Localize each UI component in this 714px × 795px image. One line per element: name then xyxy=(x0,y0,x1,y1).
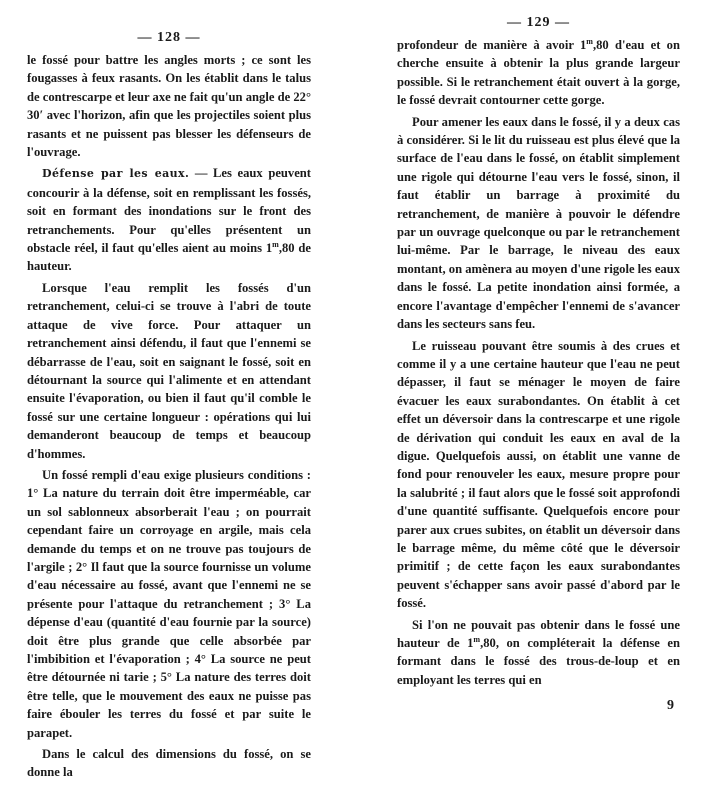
page-body xyxy=(397,36,680,689)
paragraph: le fossé pour battre les angles morts ; ce sont les fougasses à feux rasants. On les établit dans le talus de contrescarpe et leur axe ne fait qu'un angle de 22° 30′ avec l'horizon, afin que les projectiles soient plus rasants et ne puissent pas blesser les défenseurs de l'ouvrage. xyxy=(27,53,311,160)
paragraph: Lorsque l'eau remplit les fossés d'un retranchement, celui-ci se trouve à l'abri de toute attaque de vive force. Pour attaquer un retranchement ainsi défendu, il faut que l'ennemi se débarrasse de l'eau, soit en saignant le fossé, soit en détournant la source qui l'alimente et en attendant ensuite l'évaporation, ou bien il faut qu'il comble le fossé sur une certaine longueur : opérations qui lui demanderont beaucoup de temps et beaucoup d'hommes. xyxy=(27,280,311,461)
paragraph xyxy=(27,164,311,275)
unit-superscript: m xyxy=(586,37,593,46)
paragraph-text: — Les eaux peuvent concourir à la défense, soit en remplissant les fossés, soit en formant des inondations sur le front des retranchements. Pour qu'elles présentent un obstacle réel, il faut qu'elles aient au moins 1$^m$,80 de hauteur. xyxy=(27,166,311,274)
page-number: — 128 — xyxy=(137,30,201,45)
paragraph: Un fossé rempli d'eau exige plusieurs conditions : 1° La nature du terrain doit être imperméable, car un sol sablonneux absorberait l'eau ; on pourrait cependant faire un corroyage en argile, mais cela demande du temps et on ne trouve pas toujours de l'argile ; 2° Il faut que la source fournisse un volume d'eau nécessaire au fossé, avant que l'ennemi ne se présente pour l'attaque du retranchement ; 3° La dépense d'eau (quantité d'eau fournie par la source) doit être plus grande que celle absorbée par l'imbibition et l'évaporation ; 4° La source ne peut être détournée ni tarie ; 5° La nature des terres doit être telle, que le mouvement des eaux ne puisse pas faire ébouler les terres du fossé et par suite le parapet. xyxy=(27,467,311,740)
page-number: — 129 — xyxy=(507,15,570,30)
right-page xyxy=(357,0,714,725)
paragraph: Si l'on ne pouvait pas obtenir dans le fossé une hauteur de 1$^m$,80, on compléterait la défense en formant dans le fossé des trous-de-loup et en employant les terres qui en xyxy=(397,617,680,687)
paragraph: Dans le calcul des dimensions du fossé, on se donne la xyxy=(27,747,311,780)
unit-superscript: m xyxy=(272,240,279,250)
section-heading: Défense par les eaux. xyxy=(42,167,190,181)
unit-superscript: m xyxy=(473,635,481,644)
paragraph: Pour amener les eaux dans le fossé, il y a deux cas à considérer. Si le lit du ruisseau est plus élevé que la surface de l'eau dans le fossé, on établit simplement une rigole qui détourne l'eau vers le fossé, sinon, il faut établir un barrage à proximité du retranchement, de manière à pouvoir le défendre par un ouvrage quelconque ou par le retranchement lui-même. Par le barrage, le niveau des eaux montant, on amènera au moyen d'une rigole les eaux dans le fossé. La petite inondation ainsi formée, a encore l'avantage d'empêcher l'ennemi de s'avancer dans les secteurs sans feu. xyxy=(397,114,681,332)
paragraph: Le ruisseau pouvant être soumis à des crues et comme il y a une certaine hauteur que l'eau ne peut dépasser, il faut se ménager le moyen de faire évacuer les eaux surabondantes. On établit à cet effet un déversoir dans la contrescarpe et une rigole de dérivation qui conduit les eaux en aval de la digue. Quelquefois aussi, on établit une vanne de fond pour renouveler les eaux, mesure propre pour la salubrité ; il faut alors que le fossé soit approfondi d'une quantité suffisante. Quelquefois encore pour parer aux crues subites, on établit un déversoir dans le barrage même, du même côté que le déversoir primitif ; de cette façon les eaux surabondantes peuvent s'échapper sans avoir passé d'abord par le fossé. xyxy=(397,338,680,611)
signature-mark: 9 xyxy=(667,698,674,714)
page-body xyxy=(27,51,311,782)
paragraph: profondeur de manière à avoir 1$^m$,80 d'eau et on cherche ensuite à obtenir la plus grande largeur possible. Si le retranchement était ouvert à la gorge, le fossé devrait contourner cette gorge. xyxy=(397,37,680,108)
